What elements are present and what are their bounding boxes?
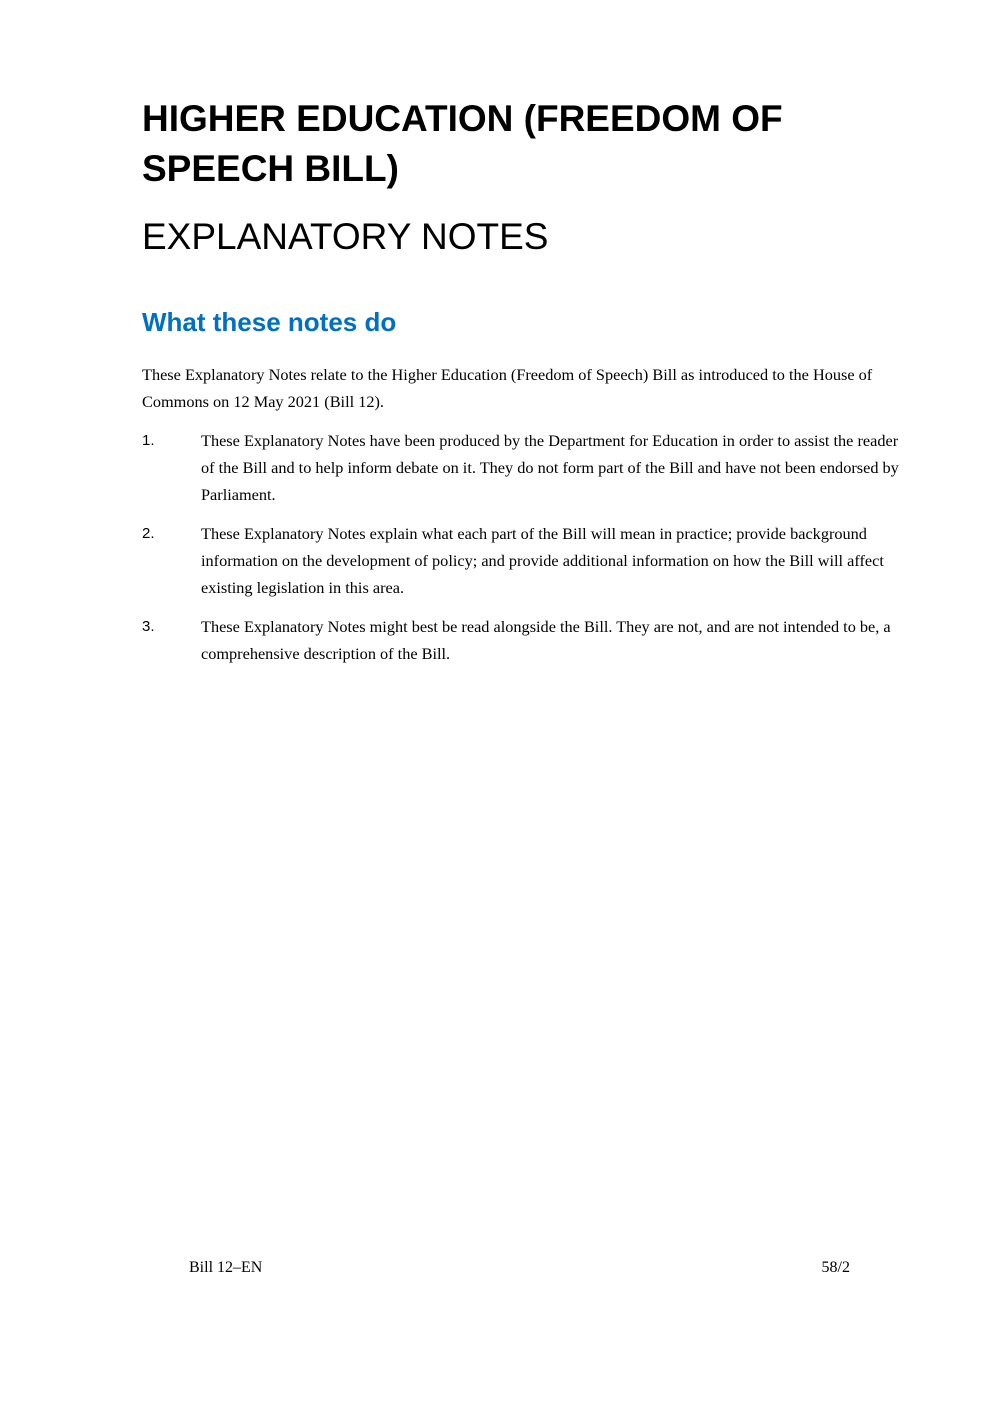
list-item [142,520,902,601]
footer-page-code: 58/2 [821,1259,850,1276]
item-number: 2. [142,525,155,542]
footer-bill-reference: Bill 12–EN [189,1259,263,1276]
list-item [142,613,902,667]
item-number: 1. [142,432,155,449]
item-text: These Explanatory Notes explain what each part of the Bill will mean in practice; provide background information on the development of policy; and provide additional information on how the Bill will affect existing legislation in this area. [201,524,884,597]
document-title: HIGHER EDUCATION (FREEDOM OF SPEECH BILL) [142,98,783,189]
section-heading: What these notes do [142,307,397,337]
document-subtitle: EXPLANATORY NOTES [142,216,549,257]
list-item [142,427,902,508]
item-number: 3. [142,618,155,635]
numbered-notes-list [142,427,902,679]
item-text: These Explanatory Notes have been produced by the Department for Education in order to assist the reader of the Bill and to help inform debate on it. They do not form part of the Bill and have not been endorsed by Parliament. [201,431,899,504]
item-text: These Explanatory Notes might best be read alongside the Bill. They are not, and are not intended to be, a comprehensive description of the Bill. [201,617,891,663]
intro-paragraph: These Explanatory Notes relate to the Higher Education (Freedom of Speech) Bill as introduced to the House of Commons on 12 May 2021 (Bill 12). [142,365,873,411]
